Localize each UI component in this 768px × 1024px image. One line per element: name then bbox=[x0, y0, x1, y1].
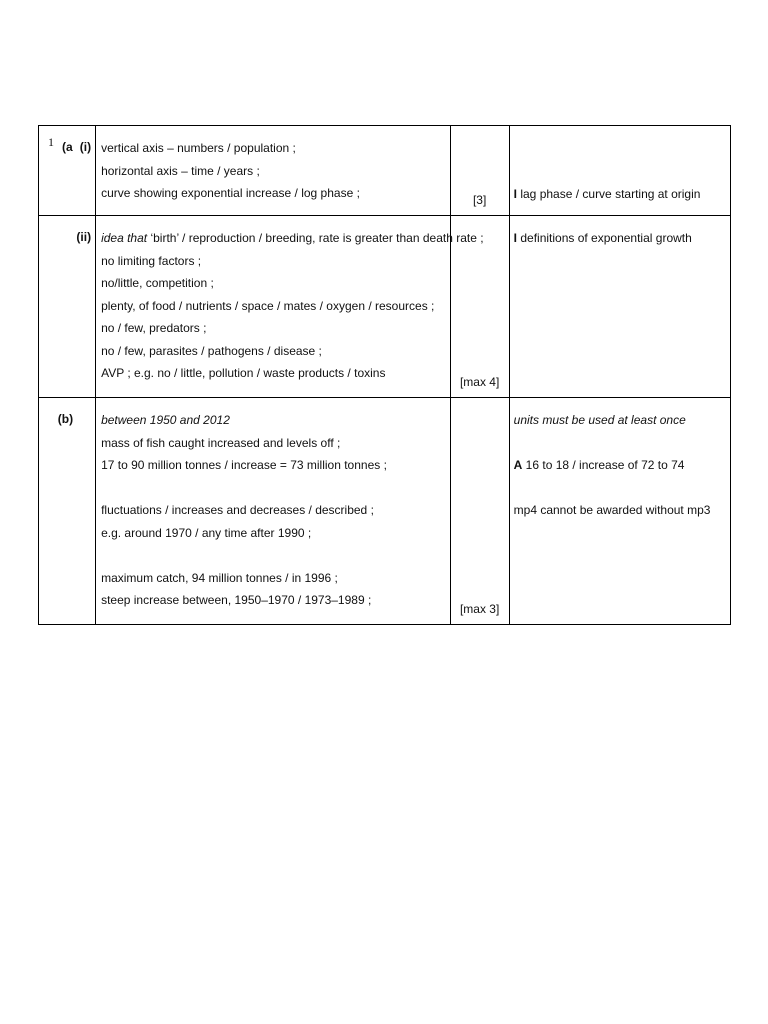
question-number-cell bbox=[39, 126, 96, 216]
answer-line: vertical axis – numbers / population ; bbox=[101, 141, 296, 155]
answer-line: no / few, predators ; bbox=[101, 321, 207, 335]
spacer bbox=[101, 477, 446, 500]
answer-intro: between 1950 and 2012 bbox=[101, 413, 230, 427]
guidance-cell bbox=[509, 126, 730, 216]
guidance-line bbox=[514, 454, 726, 477]
spacer bbox=[514, 432, 726, 455]
mark-scheme-table bbox=[38, 125, 731, 625]
question-part-a: (a bbox=[62, 140, 73, 154]
question-number: 1 bbox=[48, 135, 54, 149]
guidance-line bbox=[514, 227, 726, 250]
answer-line: no / few, parasites / pathogens / disease ; bbox=[101, 343, 322, 358]
guidance-prefix: A bbox=[513, 458, 523, 472]
guidance-cell bbox=[509, 216, 730, 398]
marks-cell bbox=[450, 216, 509, 398]
row-question-1a-ii bbox=[39, 216, 731, 398]
guidance-prefix: I bbox=[513, 231, 517, 245]
answer-line: steep increase between, 1950–1970 / 1973–1989 ; bbox=[101, 593, 372, 607]
guidance-cell bbox=[509, 398, 730, 625]
guidance-text: 16 to 18 / increase of 72 to 74 bbox=[525, 458, 685, 472]
answer-line: no limiting factors ; bbox=[101, 253, 202, 268]
row-question-1a-i bbox=[39, 126, 731, 216]
spacer bbox=[101, 544, 446, 567]
guidance-line: units must be used at least once bbox=[513, 413, 686, 427]
question-number-cell bbox=[39, 216, 96, 398]
answer-line: AVP ; e.g. no / little, pollution / waste products / toxins bbox=[101, 366, 386, 380]
guidance-prefix: I bbox=[513, 187, 517, 201]
answer-line: maximum catch, 94 million tonnes / in 1996 ; bbox=[101, 570, 338, 585]
question-subpart-ii: (ii) bbox=[76, 230, 92, 244]
guidance-line bbox=[514, 183, 726, 206]
marks-cell bbox=[450, 398, 509, 625]
answer-line: curve showing exponential increase / log phase ; bbox=[101, 186, 360, 200]
question-part-b: (b) bbox=[57, 412, 74, 426]
mark-value: [max 4] bbox=[459, 375, 500, 389]
answer-cell bbox=[96, 126, 451, 216]
answer-line: 17 to 90 million tonnes / increase = 73 million tonnes ; bbox=[101, 458, 387, 472]
question-subpart-i: (i) bbox=[79, 140, 92, 154]
row-question-1b bbox=[39, 398, 731, 625]
answer-cell bbox=[96, 398, 451, 625]
marks-cell bbox=[450, 126, 509, 216]
guidance-line: mp4 cannot be awarded without mp3 bbox=[513, 503, 711, 517]
answer-italic-prefix: idea that bbox=[101, 231, 148, 245]
mark-value: [max 3] bbox=[459, 602, 500, 616]
mark-value: [3] bbox=[472, 193, 487, 207]
answer-line: fluctuations / increases and decreases / described ; bbox=[101, 503, 374, 517]
question-number-cell bbox=[39, 398, 96, 625]
answer-line: no/little, competition ; bbox=[101, 276, 214, 290]
guidance-text: definitions of exponential growth bbox=[520, 231, 692, 245]
answer-line bbox=[101, 227, 484, 250]
answer-text: ‘birth’ / reproduction / breeding, rate is greater than death rate ; bbox=[150, 231, 484, 245]
guidance-text: lag phase / curve starting at origin bbox=[520, 187, 701, 201]
answer-line: e.g. around 1970 / any time after 1990 ; bbox=[101, 525, 312, 540]
answer-line: plenty, of food / nutrients / space / mates / oxygen / resources ; bbox=[101, 298, 435, 313]
spacer bbox=[514, 477, 726, 500]
answer-line: horizontal axis – time / years ; bbox=[101, 163, 260, 178]
answer-line: mass of fish caught increased and levels off ; bbox=[101, 435, 341, 450]
